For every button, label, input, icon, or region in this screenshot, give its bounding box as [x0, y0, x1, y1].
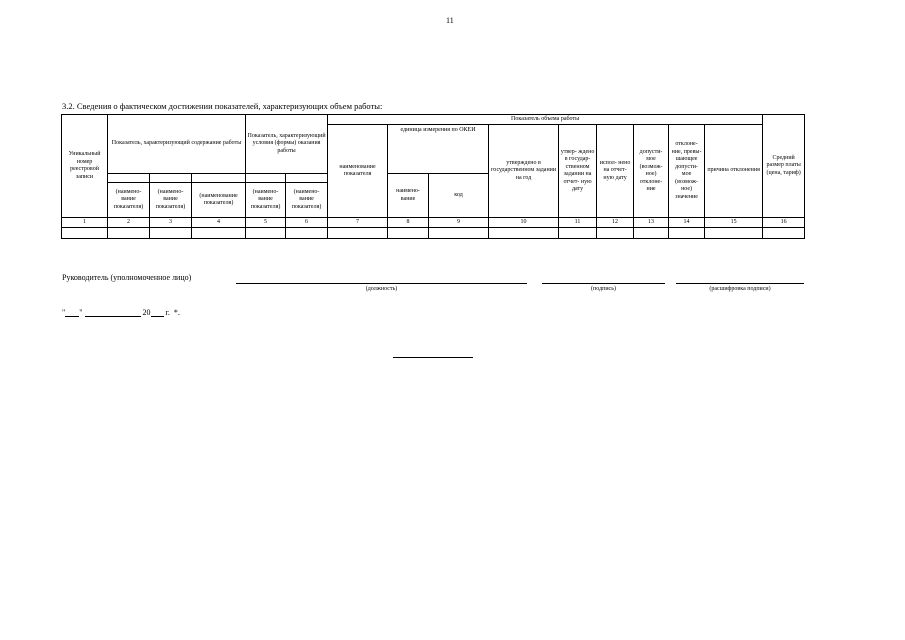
- date-line: [62, 308, 180, 317]
- month-blank[interactable]: [85, 308, 141, 317]
- header-unit-code: код: [429, 174, 489, 218]
- column-number: 5: [246, 218, 286, 228]
- empty-cell[interactable]: [108, 228, 150, 239]
- column-number: 6: [286, 218, 328, 228]
- year-prefix: 20: [142, 308, 151, 317]
- header-approved-date: утвер- ждено в государ- ственном задании на отчет- ную дату: [559, 125, 597, 218]
- empty-cell[interactable]: [246, 228, 286, 239]
- volume-indicators-table: [61, 114, 805, 239]
- header-conditions-indicator: Показатель, характеризующий условия (формы) оказания работы: [246, 115, 328, 174]
- year-blank[interactable]: [151, 308, 164, 317]
- header-content-sub-3: (наименование показателя): [192, 183, 246, 218]
- header-conditions-sub-1: (наимено- вание показателя): [246, 183, 286, 218]
- column-number: 9: [429, 218, 489, 228]
- column-number: 13: [634, 218, 669, 228]
- position-caption: (должность): [365, 286, 398, 292]
- signature-label: Руководитель (уполномоченное лицо): [62, 273, 192, 282]
- empty-cell[interactable]: [62, 228, 108, 239]
- day-blank[interactable]: [65, 308, 79, 317]
- empty-cell[interactable]: [429, 228, 489, 239]
- column-number: 4: [192, 218, 246, 228]
- empty-cell[interactable]: [489, 228, 559, 239]
- header-content-indicator: Показатель, характеризующий содержание работы: [108, 115, 246, 174]
- empty-cell[interactable]: [388, 228, 429, 239]
- header-spacer: [108, 174, 150, 183]
- column-number: 16: [763, 218, 805, 228]
- empty-cell[interactable]: [150, 228, 192, 239]
- header-executed: испол- нено на отчет- ную дату: [597, 125, 634, 218]
- column-number: 12: [597, 218, 634, 228]
- empty-cell[interactable]: [597, 228, 634, 239]
- column-number: 1: [62, 218, 108, 228]
- signature-caption: (подпись): [591, 286, 616, 292]
- signature-line[interactable]: [542, 283, 665, 284]
- empty-cell[interactable]: [192, 228, 246, 239]
- empty-cell[interactable]: [705, 228, 763, 239]
- header-content-sub-1: (наимено- вание показателя): [108, 183, 150, 218]
- quote-open: ": [62, 308, 66, 317]
- empty-cell[interactable]: [559, 228, 597, 239]
- empty-cell[interactable]: [763, 228, 805, 239]
- header-content-sub-2: (наимено- вание показателя): [150, 183, 192, 218]
- column-number: 8: [388, 218, 429, 228]
- year-suffix: г.: [165, 308, 170, 317]
- quote-close: ": [79, 308, 83, 317]
- decode-caption: (расшифровка подписи): [709, 286, 771, 292]
- header-spacer: [246, 174, 286, 183]
- column-number: 11: [559, 218, 597, 228]
- column-number: 3: [150, 218, 192, 228]
- empty-data-row: [62, 228, 805, 239]
- header-allowed-deviation: допусти- мое (возмож- ное) отклоне- ние: [634, 125, 669, 218]
- section-title: 3.2. Сведения о фактическом достижении показателей, характеризующих объем работы:: [62, 101, 383, 111]
- date-note: *.: [173, 308, 180, 317]
- header-exceeding-deviation: отклоне- ние, превы- шающее допусти- мое (возмож- ное) значение: [669, 125, 705, 218]
- column-number: 10: [489, 218, 559, 228]
- header-unique-number: Уникальный номер реестровой записи: [62, 115, 108, 218]
- position-line[interactable]: [236, 283, 527, 284]
- header-unit: единица измерения по ОКЕИ: [388, 125, 489, 174]
- header-conditions-sub-2: (наимено- вание показателя): [286, 183, 328, 218]
- header-reason: причина отклонения: [705, 125, 763, 218]
- header-avg-price: Средний размер платы (цена, тариф): [763, 115, 805, 218]
- header-spacer: [192, 174, 246, 183]
- header-indicator-name: наименование показателя: [328, 125, 388, 218]
- column-number: 2: [108, 218, 150, 228]
- decode-line[interactable]: [676, 283, 804, 284]
- column-number: 14: [669, 218, 705, 228]
- header-approved-year: утверждено в государственном задании на год: [489, 125, 559, 218]
- column-number: 7: [328, 218, 388, 228]
- empty-cell[interactable]: [286, 228, 328, 239]
- footnote-rule: [393, 357, 473, 358]
- column-number-row: [62, 218, 805, 228]
- column-number: 15: [705, 218, 763, 228]
- empty-cell[interactable]: [328, 228, 388, 239]
- empty-cell[interactable]: [634, 228, 669, 239]
- page-number: 11: [446, 16, 454, 25]
- empty-cell[interactable]: [669, 228, 705, 239]
- header-spacer: [286, 174, 328, 183]
- header-spacer: [150, 174, 192, 183]
- header-unit-name: наимено- вание: [388, 174, 429, 218]
- header-volume-indicator: Показатель объема работы: [328, 115, 763, 125]
